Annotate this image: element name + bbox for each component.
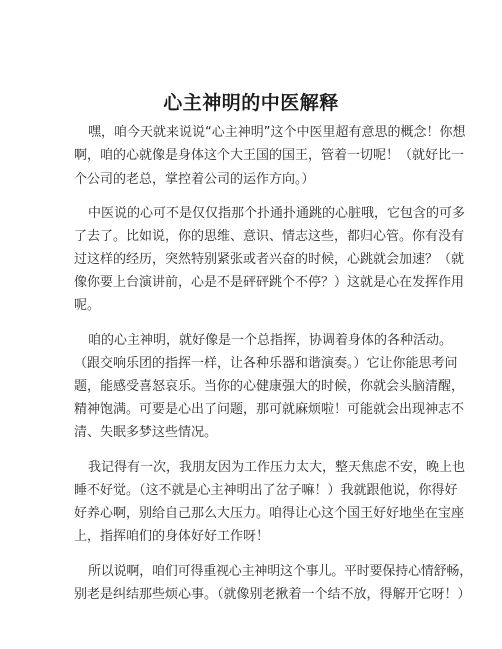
paragraph-1-line-1: 嘿，咱今天就来说说“心主神明”这个中医里超有意思的概念！你想 — [88, 125, 466, 140]
paragraph-3-line-2: （跟交响乐团的指挥一样，让各种乐器和谐演奏。）它让你能思考问 — [74, 356, 458, 371]
paragraph-4-line-2: 睡不好觉。（这不就是心主神明出了岔子嘛！）我就跟他说，你得好 — [74, 483, 458, 498]
paragraph-4-line-1: 我记得有一次，我朋友因为工作压力太大，整天焦虑不安，晚上也 — [88, 460, 466, 475]
paragraph-1-line-3: 个公司的老总，掌控着公司的运作方向。） — [74, 172, 315, 187]
paragraph-3-line-5: 清、失眠多梦这些情况。 — [74, 425, 218, 440]
paragraph-3-line-1: 咱的心主神明，就好像是一个总指挥，协调着身体的各种活动。 — [88, 333, 453, 348]
paragraph-1-line-2: 啊，咱的心就像是身体这个大王国的国王，管着一切呢！（就好比一 — [74, 148, 465, 163]
page-title: 心主神明的中医解释 — [163, 92, 339, 114]
paragraph-2-line-2: 了去了。比如说，你的思维、意识、情志这些，都归心管。你有没有 — [74, 229, 465, 244]
paragraph-2-line-4: 像你要上台演讲前，心是不是砰砰跳个不停？）这就是心在发挥作用 — [74, 275, 465, 290]
paragraph-2-line-3: 过这样的经历，突然特别紧张或者兴奋的时候，心跳就会加速？（就 — [74, 252, 465, 267]
paragraph-3-line-3: 题，能感受喜怒哀乐。当你的心健康强大的时候，你就会头脑清醒， — [74, 379, 465, 394]
paragraph-2-line-5: 呢。 — [74, 298, 101, 313]
paragraph-2-line-1: 中医说的心可不是仅仅指那个扑通扑通跳的心脏哦，它包含的可多 — [88, 206, 466, 221]
paragraph-4-line-3: 好养心啊，别给自己那么大压力。咱得让心这个国王好好地坐在宝座 — [74, 506, 465, 521]
paragraph-5-line-2: 别老是纠结那些烦心事。（就像别老揪着一个结不放，得解开它呀！） — [74, 587, 471, 602]
paragraph-3-line-4: 精神饱满。可要是心出了问题，那可就麻烦啦！可能就会出现神志不 — [74, 402, 465, 417]
paragraph-4-line-4: 上，指挥咱们的身体好好工作呀！ — [74, 529, 270, 544]
paragraph-5-line-1: 所以说啊，咱们可得重视心主神明这个事儿。平时要保持心情舒畅， — [88, 564, 473, 579]
